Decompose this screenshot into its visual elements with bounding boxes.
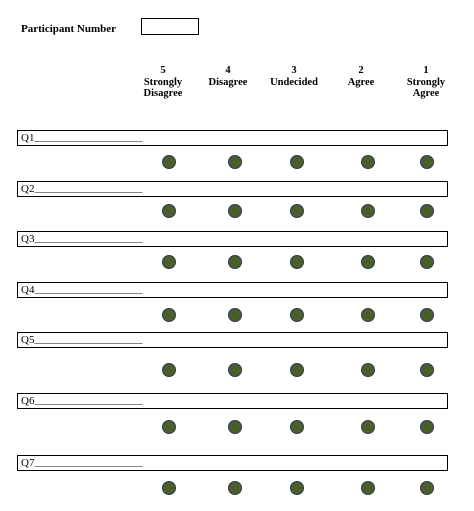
q4-option-3-radio[interactable] xyxy=(290,308,304,322)
q1-option-3-radio[interactable] xyxy=(290,155,304,169)
question-blank: ________________________ xyxy=(34,234,143,244)
scale-header-3 xyxy=(259,65,329,88)
q2-option-4-radio[interactable] xyxy=(228,204,242,218)
q4-option-4-radio[interactable] xyxy=(228,308,242,322)
question-label: Q3 xyxy=(21,233,35,245)
question-row-5 xyxy=(17,332,448,348)
question-row-2 xyxy=(17,181,448,197)
q5-option-5-radio[interactable] xyxy=(162,363,176,377)
question-label: Q4 xyxy=(21,284,35,296)
question-row-4 xyxy=(17,282,448,298)
q4-option-2-radio[interactable] xyxy=(361,308,375,322)
q1-option-2-radio[interactable] xyxy=(361,155,375,169)
q7-option-3-radio[interactable] xyxy=(290,481,304,495)
q7-option-1-radio[interactable] xyxy=(420,481,434,495)
q2-option-3-radio[interactable] xyxy=(290,204,304,218)
scale-header-5 xyxy=(128,65,198,100)
question-row-7 xyxy=(17,455,448,471)
question-blank: ________________________ xyxy=(34,396,143,406)
q5-option-4-radio[interactable] xyxy=(228,363,242,377)
q1-option-1-radio[interactable] xyxy=(420,155,434,169)
question-label: Q1 xyxy=(21,132,35,144)
question-blank: ________________________ xyxy=(34,335,143,345)
q3-option-5-radio[interactable] xyxy=(162,255,176,269)
q6-option-3-radio[interactable] xyxy=(290,420,304,434)
scale-label: Disagree xyxy=(143,88,183,99)
question-label: Q7 xyxy=(21,457,35,469)
question-blank: ________________________ xyxy=(34,285,143,295)
question-blank: ________________________ xyxy=(34,133,143,143)
scale-label: Strongly xyxy=(143,76,183,88)
participant-number-label: Participant Number xyxy=(21,23,117,35)
q2-option-5-radio[interactable] xyxy=(162,204,176,218)
q7-option-5-radio[interactable] xyxy=(162,481,176,495)
scale-number: 2 xyxy=(358,65,364,76)
q5-option-3-radio[interactable] xyxy=(290,363,304,377)
q4-option-1-radio[interactable] xyxy=(420,308,434,322)
q6-option-2-radio[interactable] xyxy=(361,420,375,434)
q2-option-1-radio[interactable] xyxy=(420,204,434,218)
q3-option-3-radio[interactable] xyxy=(290,255,304,269)
scale-number: 1 xyxy=(423,65,429,76)
q6-option-5-radio[interactable] xyxy=(162,420,176,434)
scale-header-2 xyxy=(326,65,396,88)
question-label: Q6 xyxy=(21,395,35,407)
question-label: Q2 xyxy=(21,183,35,195)
scale-number: 4 xyxy=(225,65,231,76)
scale-label: Disagree xyxy=(208,76,248,88)
scale-number: 3 xyxy=(291,65,297,76)
question-row-1 xyxy=(17,130,448,146)
q5-option-1-radio[interactable] xyxy=(420,363,434,377)
q1-option-4-radio[interactable] xyxy=(228,155,242,169)
q6-option-1-radio[interactable] xyxy=(420,420,434,434)
question-row-6 xyxy=(17,393,448,409)
q7-option-4-radio[interactable] xyxy=(228,481,242,495)
q5-option-2-radio[interactable] xyxy=(361,363,375,377)
q3-option-4-radio[interactable] xyxy=(228,255,242,269)
question-blank: ________________________ xyxy=(34,458,143,468)
q3-option-2-radio[interactable] xyxy=(361,255,375,269)
question-blank: ________________________ xyxy=(34,184,143,194)
q3-option-1-radio[interactable] xyxy=(420,255,434,269)
q7-option-2-radio[interactable] xyxy=(361,481,375,495)
scale-label: Undecided xyxy=(270,76,318,88)
scale-number: 5 xyxy=(160,65,166,76)
participant-number-field[interactable] xyxy=(141,18,199,35)
q4-option-5-radio[interactable] xyxy=(162,308,176,322)
question-label: Q5 xyxy=(21,334,35,346)
scale-label: Agree xyxy=(347,76,375,88)
scale-header-1 xyxy=(391,65,461,100)
q6-option-4-radio[interactable] xyxy=(228,420,242,434)
question-row-3 xyxy=(17,231,448,247)
scale-label: Agree xyxy=(412,88,440,99)
scale-header-4 xyxy=(193,65,263,88)
q2-option-2-radio[interactable] xyxy=(361,204,375,218)
q1-option-5-radio[interactable] xyxy=(162,155,176,169)
scale-label: Strongly xyxy=(406,76,446,88)
